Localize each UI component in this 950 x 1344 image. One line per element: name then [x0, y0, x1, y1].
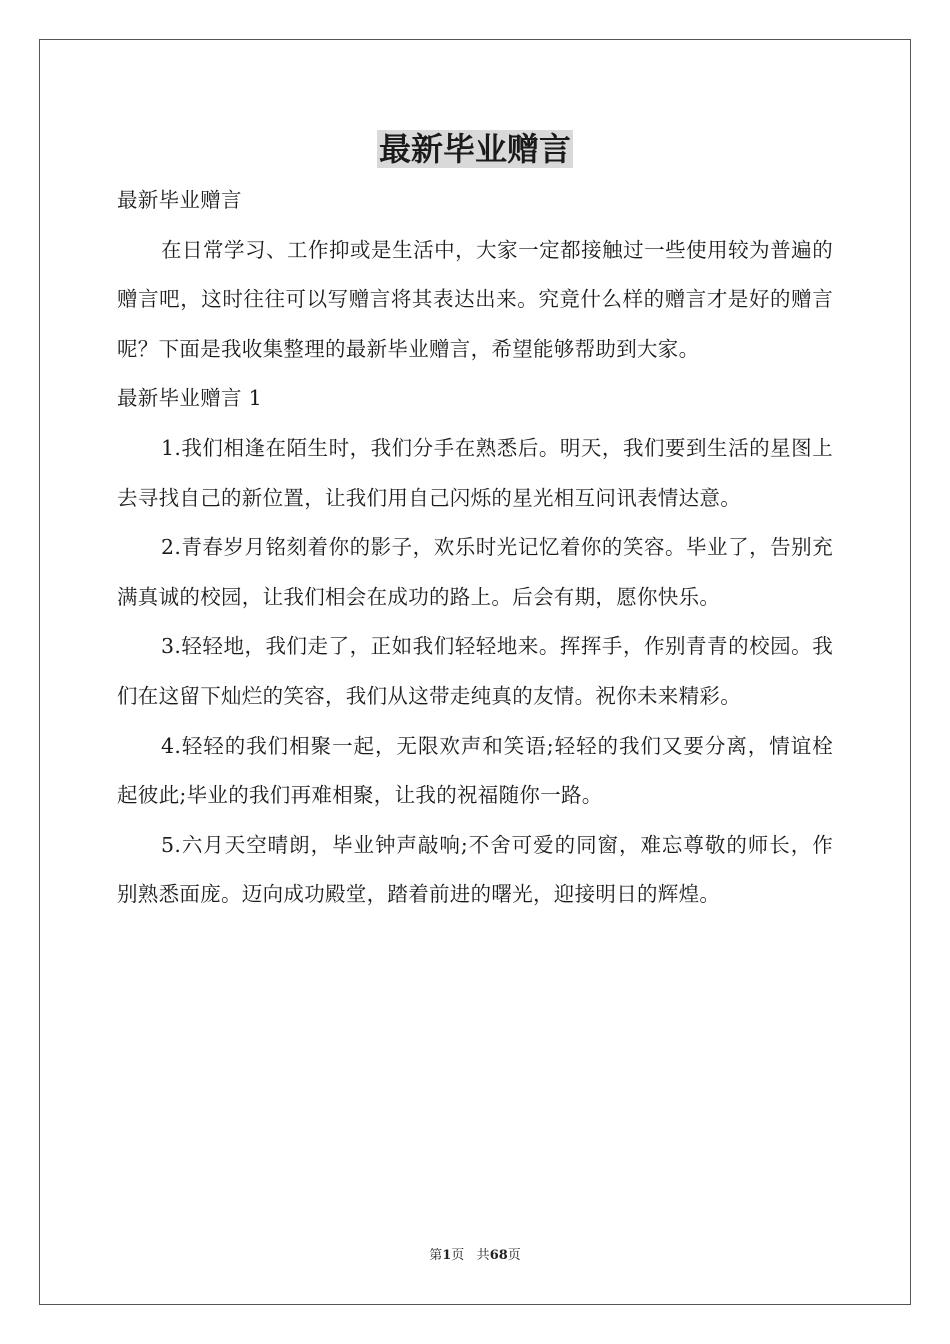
- paragraph-item-5: 5.六月天空晴朗，毕业钟声敲响;不舍可爱的同窗，难忘尊敬的师长，作别熟悉面庞。迈向成功殿堂，踏着前进的曙光，迎接明日的辉煌。: [117, 832, 833, 907]
- document-title-text: 最新毕业赠言: [378, 130, 571, 168]
- footer-total-suffix: 页: [507, 1248, 521, 1263]
- section-heading: 最新毕业赠言 1: [117, 386, 262, 411]
- document-title: [0, 126, 950, 172]
- paragraph-intro: 在日常学习、工作抑或是生活中，大家一定都接触过一些使用较为普遍的赠言吧，这时往往可以写赠言将其表达出来。究竟什么样的赠言才是好的赠言呢？下面是我收集整理的最新毕业赠言，希望能够帮助到大家。: [117, 237, 833, 361]
- page-footer: [0, 1247, 950, 1265]
- footer-page-number: 1: [442, 1248, 452, 1263]
- paragraph-item-3: 3.轻轻地，我们走了，正如我们轻轻地来。挥挥手，作别青青的校园。我们在这留下灿烂的笑容，我们从这带走纯真的友情。祝你未来精彩。: [117, 634, 833, 708]
- paragraph-subtitle: 最新毕业赠言: [117, 188, 242, 212]
- footer-page-suffix: 页: [451, 1248, 465, 1263]
- footer-total-prefix: 共: [476, 1248, 490, 1263]
- document-body: [117, 176, 833, 920]
- footer-total-pages: 68: [489, 1248, 508, 1263]
- paragraph-item-1: 1.我们相逢在陌生时，我们分手在熟悉后。明天，我们要到生活的星图上去寻找自己的新位置，让我们用自己闪烁的星光相互问讯表情达意。: [117, 435, 833, 510]
- footer-prefix: 第: [429, 1248, 443, 1263]
- paragraph-item-2: 2.青春岁月铭刻着你的影子，欢乐时光记忆着你的笑容。毕业了，告别充满真诚的校园，让我们相会在成功的路上。后会有期，愿你快乐。: [117, 535, 833, 609]
- paragraph-item-4: 4.轻轻的我们相聚一起，无限欢声和笑语;轻轻的我们又要分离，情谊栓起彼此;毕业的我们再难相聚，让我的祝福随你一路。: [117, 733, 833, 808]
